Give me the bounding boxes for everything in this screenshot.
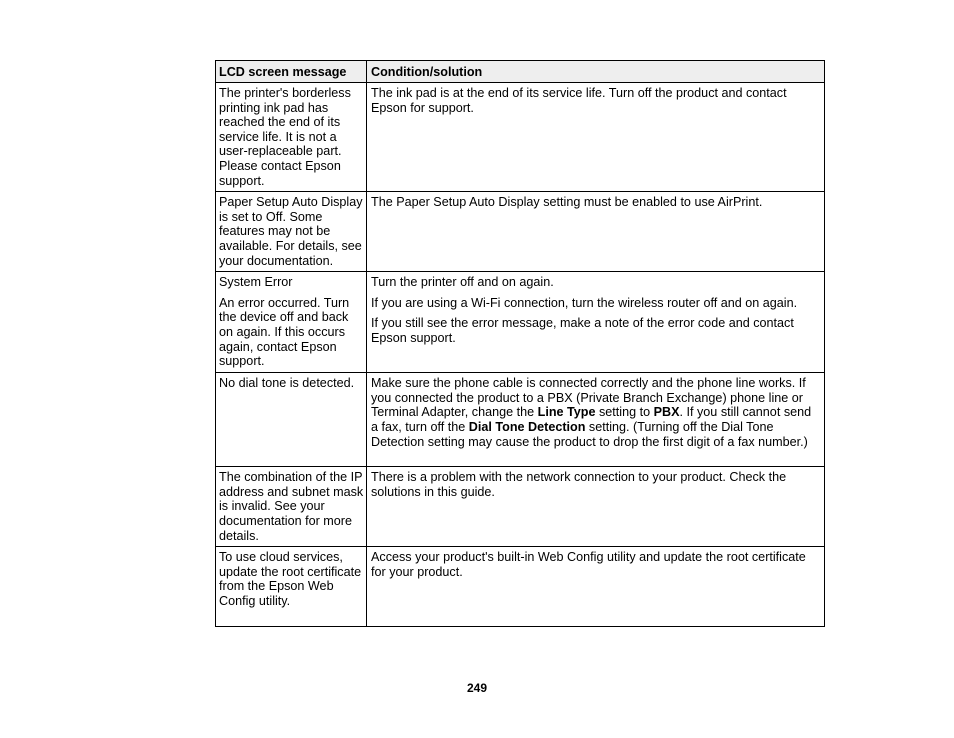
condition-solution-cell xyxy=(367,467,825,547)
table-header-row xyxy=(216,61,825,83)
solution-text: Turn the printer off and on again. xyxy=(371,275,554,290)
solution-text: Make sure the phone cable is connected correctly and the phone line works. If you connected the product to a PBX (Private Branch Exchange) phone line or Terminal Adapter, change the xyxy=(371,376,806,420)
solution-text: There is a problem with the network connection to your product. Check the solutions in this guide. xyxy=(371,470,787,499)
condition-solution-cell xyxy=(367,192,825,272)
lcd-message-text: System Error xyxy=(219,275,293,290)
solution-paragraph xyxy=(371,296,821,311)
condition-solution-cell xyxy=(367,373,825,467)
table-row xyxy=(216,192,825,272)
lcd-message-cell xyxy=(216,373,367,467)
lcd-message-cell xyxy=(216,467,367,547)
table-body xyxy=(216,83,825,627)
lcd-message-text: Paper Setup Auto Display is set to Off. Some features may not be available. For details, see your documentation. xyxy=(219,195,363,268)
table-row xyxy=(216,272,825,373)
lcd-message-text: An error occurred. Turn the device off and back on again. If this occurs again, contact Epson support. xyxy=(219,295,350,369)
lcd-message-cell xyxy=(216,83,367,192)
table-row xyxy=(216,83,825,192)
solution-paragraph xyxy=(371,550,821,579)
page-number: 249 xyxy=(466,681,488,695)
lcd-message-text: No dial tone is detected. xyxy=(219,376,355,391)
solution-paragraph xyxy=(371,86,821,115)
table-row xyxy=(216,373,825,467)
condition-solution-cell xyxy=(367,272,825,373)
condition-solution-cell xyxy=(367,547,825,627)
setting-name: Dial Tone Detection xyxy=(468,419,586,434)
solution-paragraph xyxy=(371,470,821,499)
setting-name: Line Type xyxy=(537,405,596,420)
table-row xyxy=(216,547,825,627)
lcd-message-table xyxy=(215,60,825,627)
lcd-message-text: The combination of the IP address and subnet mask is invalid. See your documentation for more details. xyxy=(219,470,364,543)
lcd-message-cell xyxy=(216,192,367,272)
solution-text: Access your product's built-in Web Config utility and update the root certificate for your product. xyxy=(371,550,806,579)
solution-text: The Paper Setup Auto Display setting must be enabled to use AirPrint. xyxy=(371,195,763,210)
solution-paragraph xyxy=(371,275,821,290)
solution-text: If you are using a Wi-Fi connection, turn the wireless router off and on again. xyxy=(371,295,798,310)
solution-text: setting to xyxy=(595,405,654,420)
solution-paragraph xyxy=(371,316,821,345)
solution-text: The ink pad is at the end of its service life. Turn off the product and contact Epson for support. xyxy=(371,86,787,115)
lcd-message-cell xyxy=(216,547,367,627)
solution-text: . If you still cannot send a fax, turn off the xyxy=(371,405,812,434)
lcd-message-text: To use cloud services, update the root certificate from the Epson Web Config utility. xyxy=(219,550,362,608)
header-condition-solution: Condition/solution xyxy=(367,61,825,83)
solution-text: If you still see the error message, make a note of the error code and contact Epson support. xyxy=(371,316,794,345)
table-row xyxy=(216,467,825,547)
solution-paragraph xyxy=(371,195,821,210)
condition-solution-cell xyxy=(367,83,825,192)
lcd-message-text: The printer's borderless printing ink pad has reached the end of its service life. It is not a user-replaceable part. Please contact Epson support. xyxy=(219,86,351,188)
header-lcd-screen-message: LCD screen message xyxy=(216,61,367,83)
setting-name: PBX xyxy=(653,405,680,420)
solution-paragraph xyxy=(371,376,821,449)
lcd-message-cell xyxy=(216,272,367,373)
solution-text: setting. (Turning off the Dial Tone Detection setting may cause the product to drop the first digit of a fax number.) xyxy=(371,419,808,449)
